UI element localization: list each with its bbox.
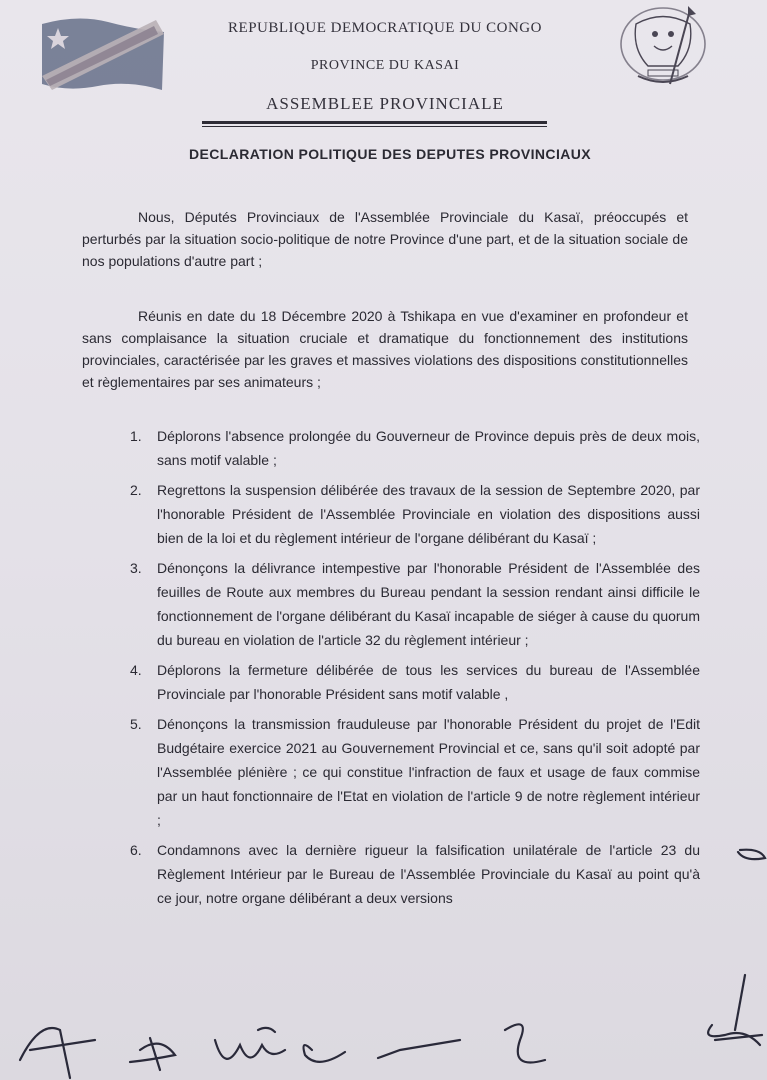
list-item-text: Déplorons l'absence prolongée du Gouverneur de Province depuis près de deux mois, sans motif valable ; [157, 428, 700, 468]
list-item-number: 2. [130, 482, 142, 498]
paragraph-intro: Nous, Députés Provinciaux de l'Assemblée Provinciale du Kasaï, préoccupés et perturbés par la situation socio-politique de notre Province d'une part, et de la situation sociale de nos populations d'autre part ; [82, 209, 688, 269]
header-country: REPUBLIQUE DEMOCRATIQUE DU CONGO [228, 20, 542, 36]
coat-of-arms-icon [608, 4, 718, 94]
list-item [130, 424, 700, 472]
header-rule [202, 121, 547, 124]
list-item-number: 6. [130, 842, 142, 858]
list-item [130, 658, 700, 706]
header-assembly: ASSEMBLEE PROVINCIALE [266, 94, 504, 113]
list-item-number: 3. [130, 560, 142, 576]
header-province: PROVINCE DU KASAI [310, 58, 460, 73]
drc-flag-icon [38, 14, 166, 92]
list-item [130, 712, 700, 832]
list-item [130, 838, 700, 910]
list-item-number: 1. [130, 428, 142, 444]
header-rule-thin [202, 126, 547, 127]
list-item-text: Dénonçons la transmission frauduleuse par l'honorable Président du projet de l'Edit Budgétaire exercice 2021 au Gouvernement Provincial et ce, sans qu'il soit adopté par l'Assemblée plénière ; ce qui constitue l'infraction de faux et usage de faux commise par un haut fonctionnaire de l'Etat en violation de l'article 9 de notre règlement intérieur ; [157, 716, 700, 828]
list-item-text: Dénonçons la délivrance intempestive par l'honorable Président de l'Assemblée des feuilles de Route aux membres du Bureau pendant la session rendant ainsi difficile le fonctionnement de l'organe délibérant du Kasaï incapable de siéger à cause du quorum du bureau en violation de l'article 32 du règlement intérieur ; [157, 560, 700, 648]
list-item-text: Regrettons la suspension délibérée des travaux de la session de Septembre 2020, par l'honorable Président de l'Assemblée Provinciale en violation des dispositions aussi bien de la loi et du règlement intérieur de l'organe délibérant du Kasaï ; [157, 482, 700, 546]
list-item [130, 556, 700, 652]
declaration-list [130, 424, 700, 916]
list-item-text: Déplorons la fermeture délibérée de tous les services du bureau de l'Assemblée Provinciale par l'honorable Président sans motif valable , [157, 662, 700, 702]
list-item-number: 5. [130, 716, 142, 732]
paragraph-meeting: Réunis en date du 18 Décembre 2020 à Tshikapa en vue d'examiner en profondeur et sans complaisance la situation cruciale et dramatique du fonctionnement des institutions provinciales, caractérisée par les graves et massives violations des dispositions constitutionnelles et règlementaires par ses animateurs ; [82, 308, 688, 390]
list-item-text: Condamnons avec la dernière rigueur la falsification unilatérale de l'article 23 du Règlement Intérieur par le Bureau de l'Assemblée Provinciale du Kasaï au point qu'à ce jour, notre organe délibérant a deux versions [157, 842, 700, 906]
list-item [130, 478, 700, 550]
document-title: DECLARATION POLITIQUE DES DEPUTES PROVINCIAUX [189, 146, 591, 162]
list-item-number: 4. [130, 662, 142, 678]
